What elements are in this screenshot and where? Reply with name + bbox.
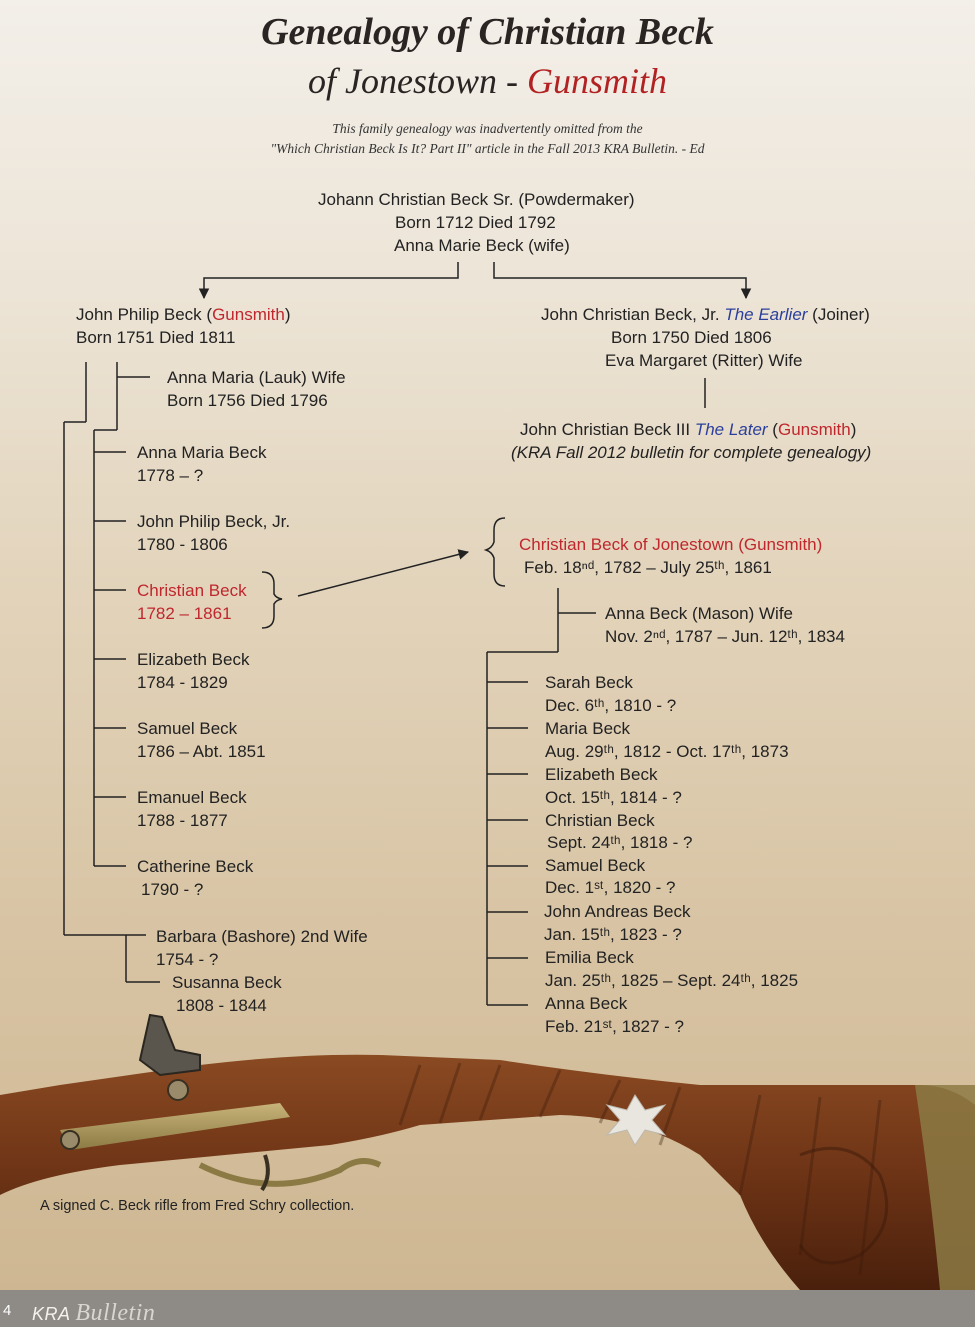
left-parent-close: ) xyxy=(284,305,291,324)
footer-brand-script: Bulletin xyxy=(75,1300,156,1326)
footer-brand-name: KRA xyxy=(32,1304,70,1324)
left-child-name: Elizabeth Beck xyxy=(137,650,250,669)
right-parent-label: John Christian Beck, Jr. xyxy=(541,305,725,324)
subtitle-accent: Gunsmith xyxy=(526,61,667,101)
root-dates: Born 1712 Died 1792 xyxy=(395,213,556,232)
jonestown-child-name: Samuel Beck xyxy=(545,856,646,875)
jonestown-child-name: Anna Beck xyxy=(545,994,628,1013)
right-child-reference: (KRA Fall 2012 bulletin for complete genealogy) xyxy=(511,443,872,462)
right-child-close: ) xyxy=(850,420,857,439)
jonestown-child-dates: Aug. 29ᵗʰ, 1812 - Oct. 17ᵗʰ, 1873 xyxy=(545,742,789,761)
jonestown-child-name: Emilia Beck xyxy=(545,948,634,967)
root-name: Johann Christian Beck Sr. (Powdermaker) xyxy=(318,190,635,209)
jonestown-child-dates: Sept. 24ᵗʰ, 1818 - ? xyxy=(547,833,693,852)
right-parent-wife: Eva Margaret (Ritter) Wife xyxy=(605,351,803,370)
left-second-child-dates: 1808 - 1844 xyxy=(176,996,267,1015)
jonestown-dates: Feb. 18ⁿᵈ, 1782 – July 25ᵗʰ, 1861 xyxy=(524,558,772,577)
left-child-dates: 1778 – ? xyxy=(137,466,204,485)
right-child-name xyxy=(520,418,856,441)
jonestown-child-dates: Dec. 6ᵗʰ, 1810 - ? xyxy=(545,696,677,715)
jonestown-wife-name: Anna Beck (Mason) Wife xyxy=(605,604,794,623)
jonestown-name: Christian Beck of Jonestown (Gunsmith) xyxy=(519,535,823,554)
jonestown-wife-dates: Nov. 2ⁿᵈ, 1787 – Jun. 12ᵗʰ, 1834 xyxy=(605,627,845,646)
left-parent-dates: Born 1751 Died 1811 xyxy=(76,328,236,347)
left-child-name: Catherine Beck xyxy=(137,857,254,876)
left-parent-name xyxy=(76,303,291,326)
left-second-child-name: Susanna Beck xyxy=(172,973,282,992)
rifle-image xyxy=(0,1005,975,1290)
footer-brand xyxy=(32,1300,155,1327)
right-child-open: ( xyxy=(767,420,778,439)
jonestown-child-dates: Oct. 15ᵗʰ, 1814 - ? xyxy=(545,788,682,807)
right-parent-name xyxy=(541,303,870,326)
jonestown-child-name: Maria Beck xyxy=(545,719,631,738)
page-title: Genealogy of Christian Beck xyxy=(261,11,714,53)
left-child-dates: 1780 - 1806 xyxy=(137,535,228,554)
jonestown-child-name: John Andreas Beck xyxy=(544,902,691,921)
jonestown-child-dates: Dec. 1ˢᵗ, 1820 - ? xyxy=(545,878,676,897)
left-child-name-highlight: Christian Beck xyxy=(137,581,247,600)
right-parent-epithet: The Earlier xyxy=(724,305,808,324)
left-wife-name: Anna Maria (Lauk) Wife xyxy=(167,368,346,387)
left-child-name: John Philip Beck, Jr. xyxy=(137,512,291,531)
left-child-dates: 1786 – Abt. 1851 xyxy=(137,742,266,761)
left-child-dates-highlight: 1782 – 1861 xyxy=(137,604,232,623)
left-child-name: Anna Maria Beck xyxy=(137,443,267,462)
jonestown-child-name: Sarah Beck xyxy=(545,673,633,692)
left-second-wife-name: Barbara (Bashore) 2nd Wife xyxy=(156,927,368,946)
left-parent-label: John Philip Beck ( xyxy=(76,305,213,324)
left-child-name: Samuel Beck xyxy=(137,719,238,738)
left-second-wife-dates: 1754 - ? xyxy=(156,950,219,969)
left-child-dates: 1788 - 1877 xyxy=(137,811,228,830)
jonestown-child-name: Elizabeth Beck xyxy=(545,765,658,784)
right-child-trade: Gunsmith xyxy=(777,420,851,439)
jonestown-child-name: Christian Beck xyxy=(545,811,655,830)
jonestown-child-dates: Jan. 15ᵗʰ, 1823 - ? xyxy=(544,925,682,944)
editor-note-line-2: "Which Christian Beck Is It? Part II" article in the Fall 2013 KRA Bulletin. - Ed xyxy=(270,141,705,156)
photo-caption: A signed C. Beck rifle from Fred Schry collection. xyxy=(40,1198,355,1214)
left-child-dates: 1784 - 1829 xyxy=(137,673,228,692)
right-parent-trade: (Joiner) xyxy=(807,305,870,324)
page-number: 4 xyxy=(3,1302,12,1319)
left-wife-dates: Born 1756 Died 1796 xyxy=(167,391,328,410)
jonestown-child-dates: Feb. 21ˢᵗ, 1827 - ? xyxy=(545,1017,684,1036)
subtitle-prefix: of Jonestown - xyxy=(308,61,527,101)
right-child-epithet: The Later xyxy=(694,420,768,439)
jonestown-child-dates: Jan. 25ᵗʰ, 1825 – Sept. 24ᵗʰ, 1825 xyxy=(545,971,799,990)
right-child-label: John Christian Beck III xyxy=(520,420,695,439)
left-child-name: Emanuel Beck xyxy=(137,788,247,807)
right-parent-dates: Born 1750 Died 1806 xyxy=(611,328,772,347)
left-parent-trade: Gunsmith xyxy=(212,305,285,324)
editor-note-line-1: This family genealogy was inadvertently omitted from the xyxy=(332,121,643,136)
root-wife: Anna Marie Beck (wife) xyxy=(394,236,570,255)
left-child-dates: 1790 - ? xyxy=(141,880,204,899)
